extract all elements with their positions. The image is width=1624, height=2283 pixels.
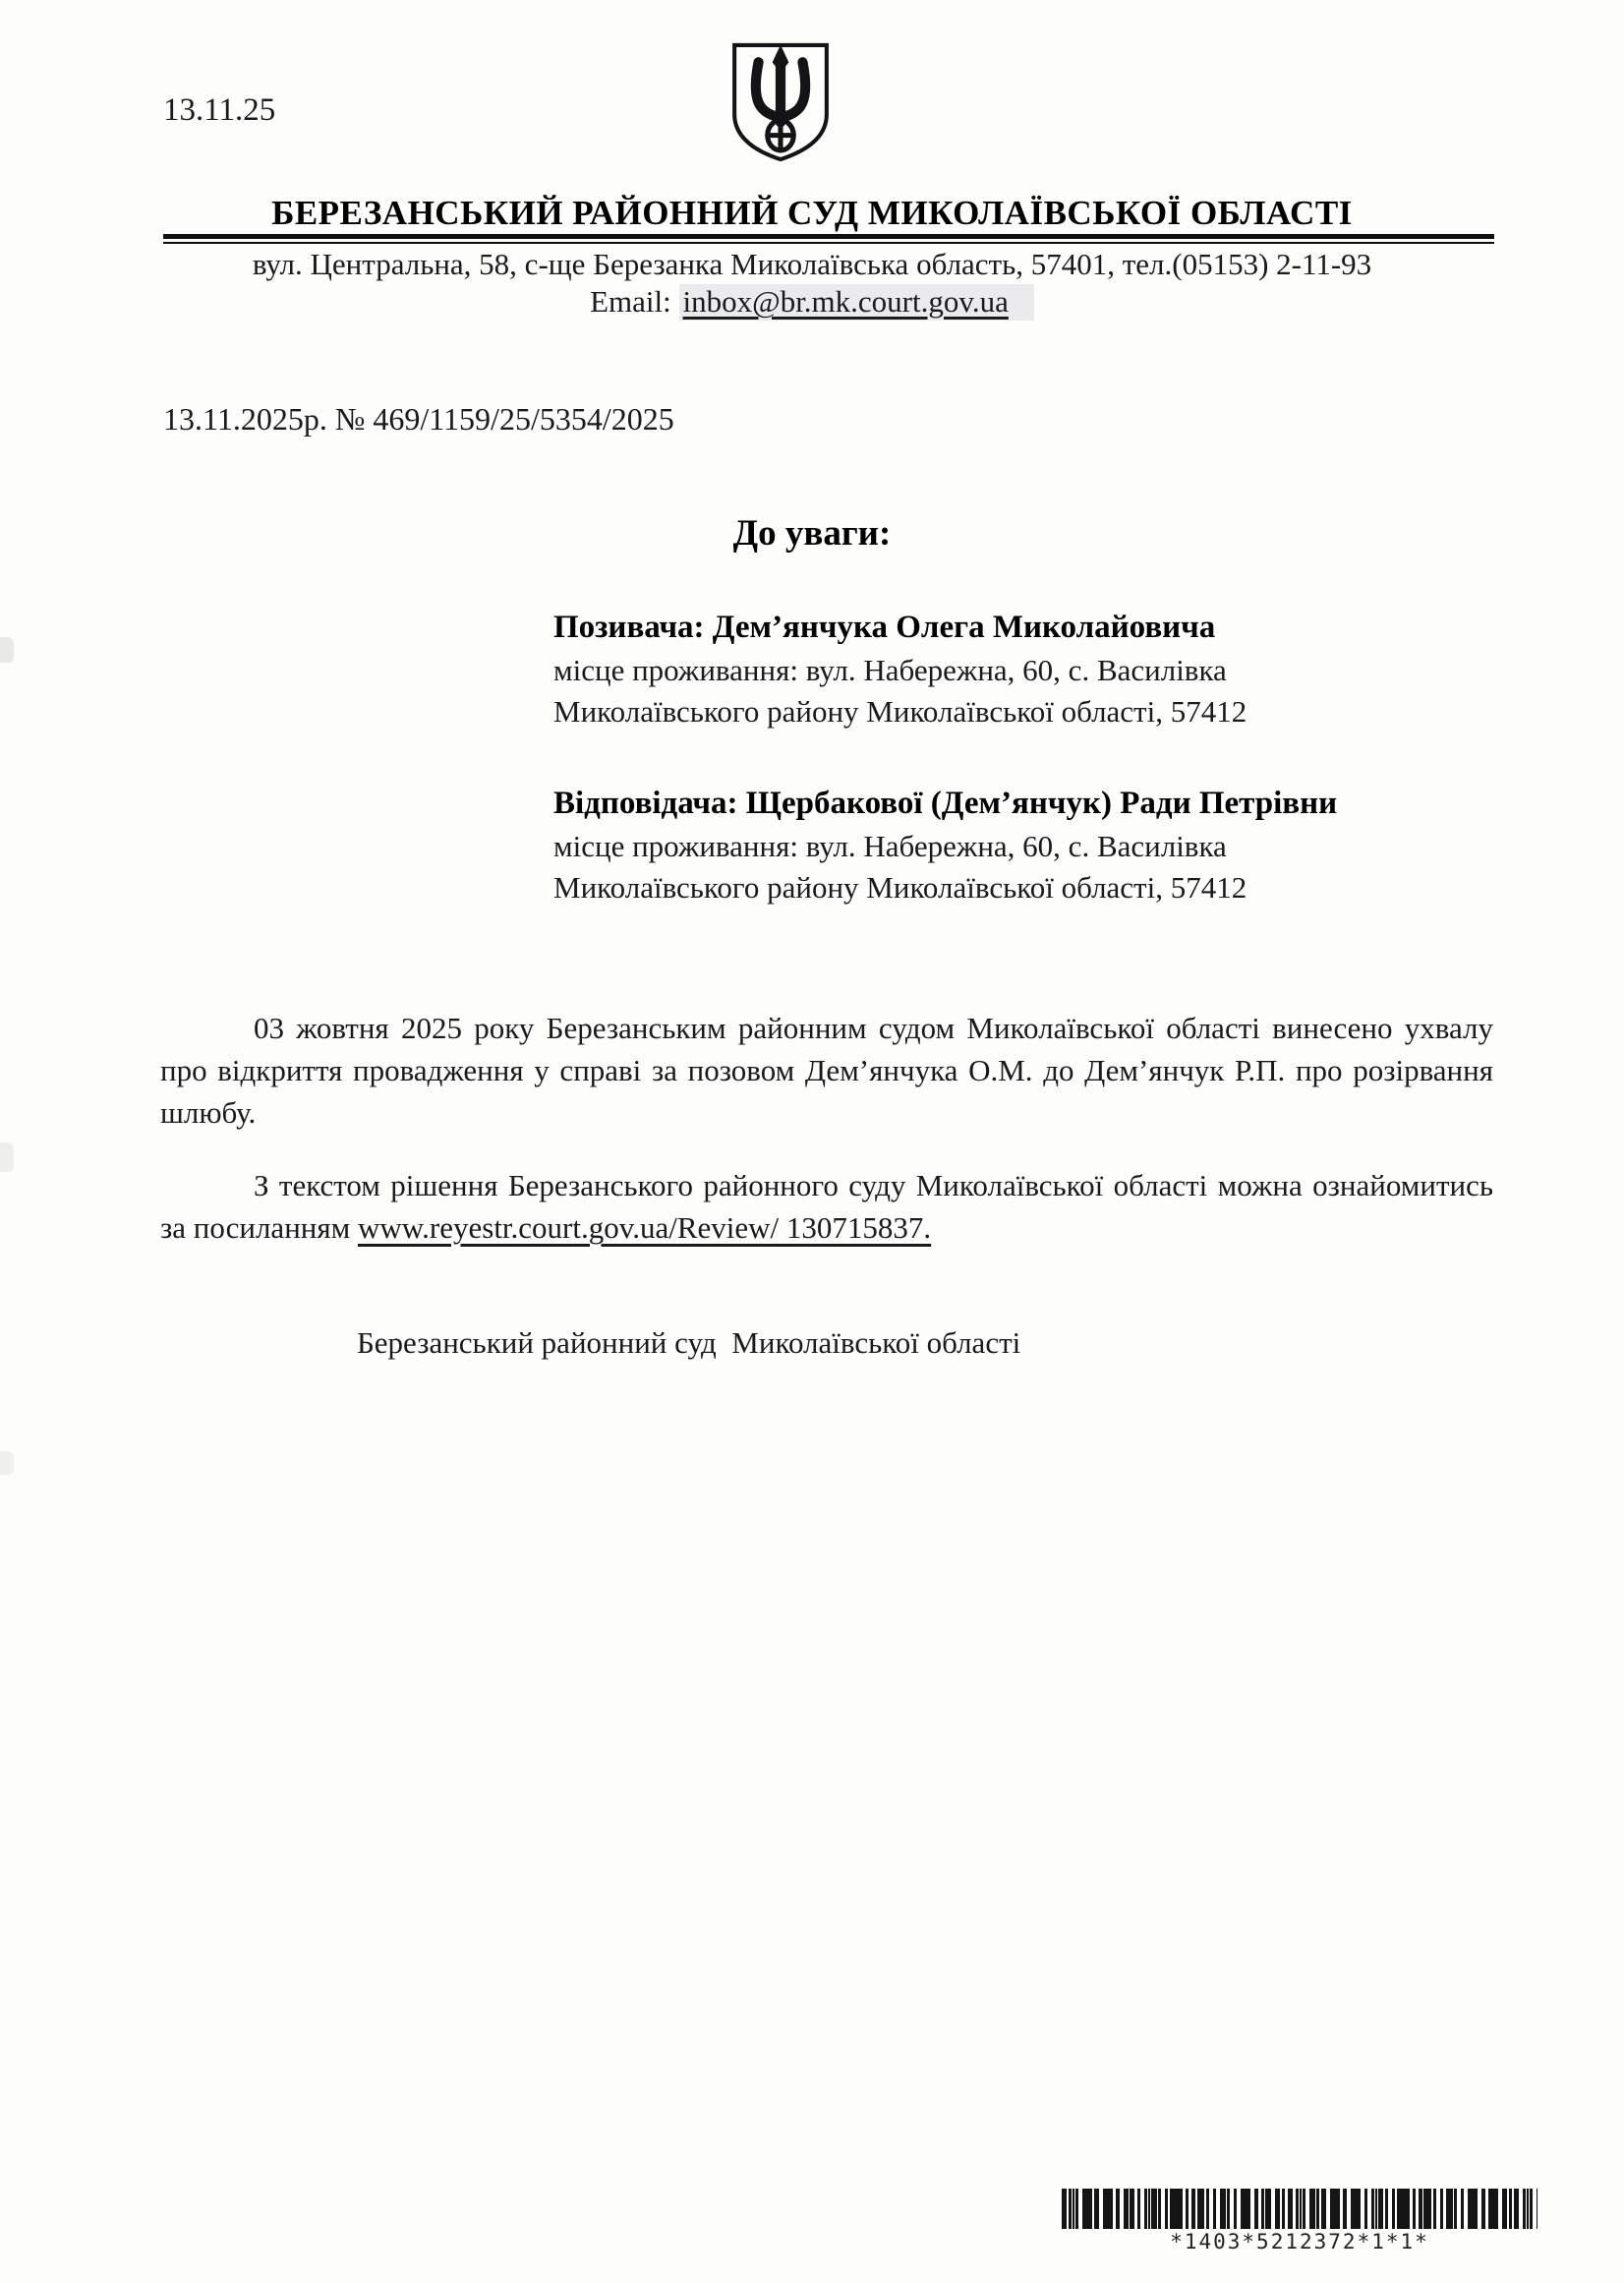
scan-artifact [0,1451,14,1475]
barcode-number: *1403*5212372*1*1* [1170,2230,1429,2254]
document-barcode [1062,2189,1537,2254]
court-email-link[interactable]: inbox@br.mk.court.gov.ua [679,284,1034,321]
ukraine-coat-of-arms-icon [727,28,834,177]
reference-number: 13.11.2025р. № 469/1159/25/5354/2025 [163,401,674,437]
sender-signature-line: Березанський районний суд Миколаївської області [357,1325,1021,1360]
plaintiff-address-line1: місце проживання: вул. Набережна, 60, с. Василівка [553,653,1227,687]
plaintiff-name: Позивача: Дем’янчука Олега Миколайовича [553,610,1216,645]
header-divider [163,234,1494,244]
plaintiff-block [553,605,1419,732]
received-date-stamp: 13.11.25 [163,92,276,128]
scan-artifact [0,637,14,663]
scan-artifact [0,1142,14,1172]
defendant-address-line2: Миколаївського району Миколаївської області, 57412 [553,870,1247,905]
letter-body [160,1007,1493,1279]
court-address: вул. Центральна, 58, с-ще Березанка Миколаївська область, 57401, тел.(05153) 2-11-93 [252,247,1372,281]
defendant-address-line1: місце проживання: вул. Набережна, 60, с. Василівка [553,829,1227,863]
defendant-block [553,781,1419,908]
attention-heading: До уваги: [732,513,892,554]
plaintiff-address-line2: Миколаївського району Миколаївської області, 57412 [553,694,1247,729]
court-registry-link[interactable]: www.reyestr.court.gov.ua/Review/ 130715837. [358,1210,932,1245]
court-name-heading: БЕРЕЗАНСЬКИЙ РАЙОННИЙ СУД МИКОЛАЇВСЬКОЇ ОБЛАСТІ [271,194,1353,232]
recipients-block [553,605,1419,957]
email-label: Email: [590,284,671,319]
defendant-name: Відповідача: Щербакової (Дем’янчук) Ради Петрівни [553,786,1338,821]
body-paragraph-2-text: З текстом рішення Березанського районного суду Миколаївської області можна ознайомитись за посиланням [160,1168,1493,1245]
body-paragraph-2 [160,1164,1493,1249]
body-paragraph-1: 03 жовтня 2025 року Березанським районним судом Миколаївської області винесено ухвалу про відкриття провадження у справі за позовом Дем’янчука О.М. до Дем’янчук Р.П. про розірвання шлюбу. [160,1011,1493,1130]
court-email-line [0,284,1624,320]
barcode-bars [1062,2189,1537,2229]
